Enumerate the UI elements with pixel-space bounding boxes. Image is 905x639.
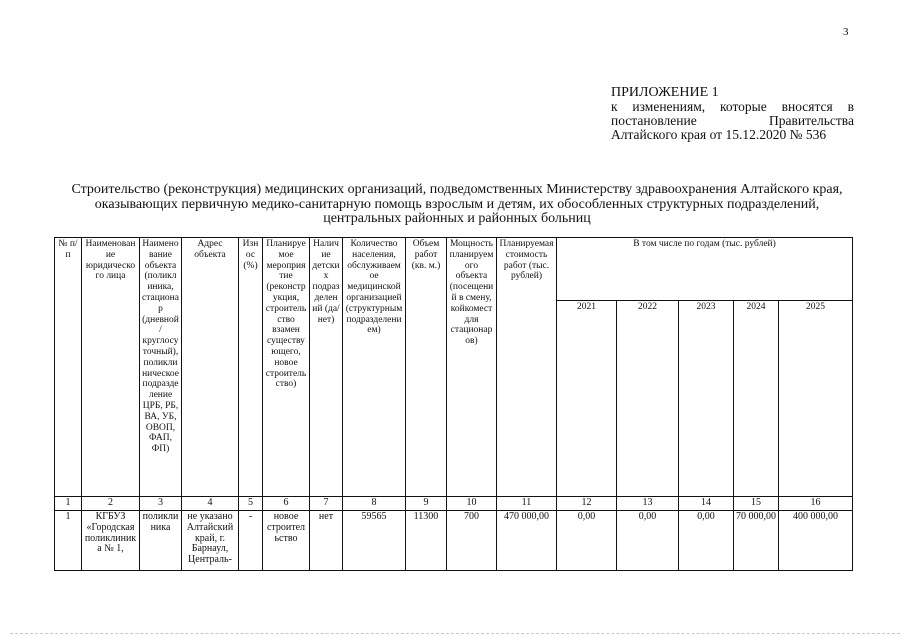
- cell-year-2024: 70 000,00: [734, 511, 779, 571]
- cell-cost: 470 000,00: [497, 511, 557, 571]
- appendix-block: [611, 86, 854, 142]
- header-year-2021: 2021: [557, 301, 617, 497]
- cell-capacity: 700: [447, 511, 497, 571]
- header-year-2022: 2022: [617, 301, 679, 497]
- cell-year-2021: 0,00: [557, 511, 617, 571]
- column-number: 8: [343, 497, 406, 511]
- column-number: 15: [734, 497, 779, 511]
- column-number: 7: [310, 497, 343, 511]
- cell-year-2022: 0,00: [617, 511, 679, 571]
- column-number: 9: [406, 497, 447, 511]
- cell-children: нет: [310, 511, 343, 571]
- table-header-row: [55, 238, 853, 301]
- column-number: 10: [447, 497, 497, 511]
- cell-address: не указано Алтайский край, г. Барнаул, Централь-: [182, 511, 239, 571]
- column-number: 16: [779, 497, 853, 511]
- column-numbers-row: [55, 497, 853, 511]
- header-num: № п/п: [55, 238, 82, 497]
- header-measure: Планируемое мероприятие (реконструкция, строительство взамен существующего, новое строительство): [263, 238, 310, 497]
- cell-year-2023: 0,00: [679, 511, 734, 571]
- cell-year-2025: 400 000,00: [779, 511, 853, 571]
- column-number: 13: [617, 497, 679, 511]
- table-row: [55, 511, 853, 571]
- column-number: 2: [82, 497, 140, 511]
- column-number: 4: [182, 497, 239, 511]
- column-number: 12: [557, 497, 617, 511]
- header-volume: Объем работ (кв. м.): [406, 238, 447, 497]
- header-capacity: Мощность планируемого объекта (посещений в смену, койкомест для стационаров): [447, 238, 497, 497]
- header-years-group: В том числе по годам (тыс. рублей): [557, 238, 853, 301]
- header-year-2024: 2024: [734, 301, 779, 497]
- header-cost: Планируемая стоимость работ (тыс. рублей): [497, 238, 557, 497]
- header-wear: Износ (%): [239, 238, 263, 497]
- column-number: 11: [497, 497, 557, 511]
- document-title: Строительство (реконструкция) медицинских организаций, подведомственных Министерству здравоохранения Алтайского края, оказывающих первичную медико-санитарную помощь взрослым и детям, их обособленных структурных подразделений, центральных районных и районных больниц: [71, 182, 843, 226]
- scan-edge-line: [10, 633, 900, 636]
- appendix-text: к изменениям, которые вносятся в постановление Правительства Алтайского края от 15.12.2020 № 536: [611, 99, 854, 142]
- cell-wear: -: [239, 511, 263, 571]
- header-children: Наличие детских подразделений (да/нет): [310, 238, 343, 497]
- header-population: Количество населения, обслуживаемое медицинской организацией (структурным подразделением): [343, 238, 406, 497]
- column-number: 14: [679, 497, 734, 511]
- cell-object: поликлиника: [140, 511, 182, 571]
- cell-num: 1: [55, 511, 82, 571]
- column-number: 6: [263, 497, 310, 511]
- header-year-2025: 2025: [779, 301, 853, 497]
- page-number: 3: [843, 26, 849, 38]
- appendix-title: ПРИЛОЖЕНИЕ 1: [611, 85, 719, 100]
- column-number: 3: [140, 497, 182, 511]
- header-object: Наименование объекта (поликлиника, стационар (дневной/круглосуточный), поликлиническое подразделение ЦРБ, РБ, ВА, УБ, ОВОП, ФАП, ФП): [140, 238, 182, 497]
- header-address: Адрес объекта: [182, 238, 239, 497]
- column-number: 1: [55, 497, 82, 511]
- cell-measure: новое строительство: [263, 511, 310, 571]
- header-year-2023: 2023: [679, 301, 734, 497]
- cell-entity: КГБУЗ «Городская поликлиника № 1,: [82, 511, 140, 571]
- cell-volume: 11300: [406, 511, 447, 571]
- header-entity: Наименование юридического лица: [82, 238, 140, 497]
- cell-population: 59565: [343, 511, 406, 571]
- column-number: 5: [239, 497, 263, 511]
- construction-table: [54, 237, 853, 571]
